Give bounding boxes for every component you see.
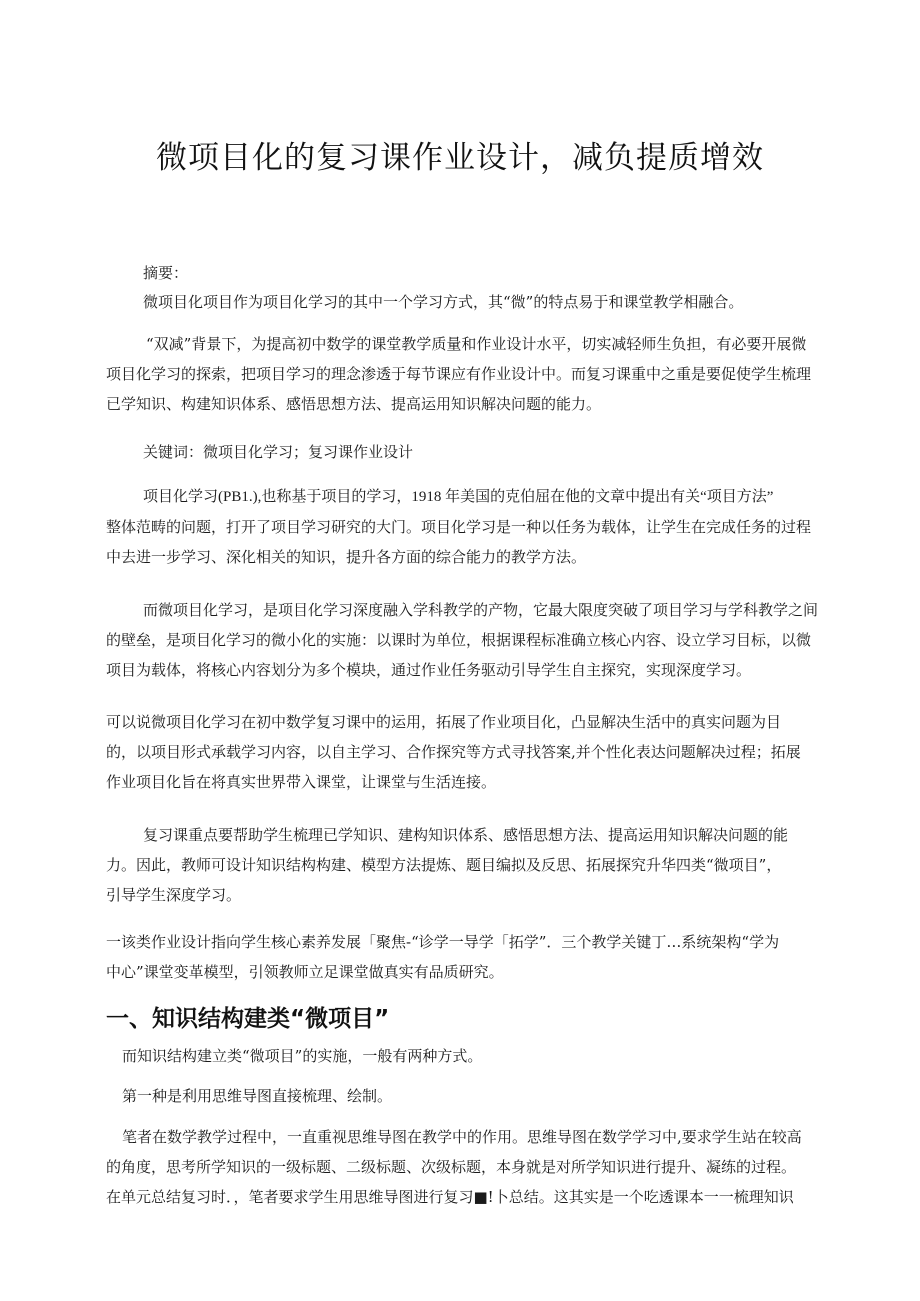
paragraph-line: 复习课重点要帮助学生梳理已学知识、建构知识体系、感悟思想方法、提高运用知识解决问题的能 (143, 826, 789, 844)
body-paragraph-application (106, 707, 826, 797)
body-paragraph-pbl (106, 482, 826, 572)
body-paragraph-review-focus (106, 820, 826, 910)
paragraph-line: 项目化学习的探索，把项目学习的理念渗透于每节课应有作业设计中。而复习课重中之重是要促使学生梳理 (106, 365, 812, 383)
paragraph-line: 笔者在数学教学过程中，一直重视思维导图在教学中的作用。思维导图在数学学习中,要求学生站在较高 (122, 1128, 802, 1146)
paragraph-line: 力。因此，教师可设计知识结构构建、模型方法提炼、题目编拟及反思、拓展探究升华四类“微项目”， (106, 856, 782, 874)
paragraph-line: 可以说微项目化学习在初中数学复习课中的运用，拓展了作业项目化，凸显解决生活中的真实问题为目 (106, 713, 782, 731)
paragraph-line: 的，以项目形式承载学习内容，以自主学习、合作探究等方式寻找答案,并个性化表达问题解决过程；拓展 (106, 743, 801, 761)
paragraph-line: 的壁垒，是项目化学习的微小化的实施：以课时为单位，根据课程标准确立核心内容、设立学习目标，以微 (106, 631, 812, 649)
section-paragraph-method-1: 第一种是利用思维导图直接梳理、绘制。 (122, 1087, 393, 1105)
paragraph-line: 引导学生深度学习。 (106, 886, 242, 904)
section-heading: 一、知识结构建类“微项目” (106, 1006, 390, 1032)
section-paragraph-intro: 而知识结构建立类“微项目”的实施，一般有两种方式。 (122, 1047, 483, 1065)
paragraph-line: 的角度，思考所学知识的一级标题、二级标题、次级标题，本身就是对所学知识进行提升、凝练的过程。 (106, 1158, 797, 1176)
section-paragraph-mind-map (106, 1122, 826, 1212)
paragraph-line: 已学知识、构建知识体系、感悟思想方法、提高运用知识解决问题的能力。 (106, 395, 602, 413)
abstract-paragraph-2 (106, 329, 826, 419)
paragraph-line: 项目化学习(PB1.),也称基于项目的学习，1918 年美国的克伯屈在他的文章中提出有关“项目方法” (143, 489, 774, 505)
paragraph-line: 在单元总结复习时．，笔者要求学生用思维导图进行复习■!卜总结。这其实是一个吃透课本一一梳理知识 (106, 1188, 794, 1206)
body-paragraph-design-goal (106, 927, 826, 987)
body-paragraph-micro-project (106, 595, 826, 685)
paragraph-line: 一该类作业设计指向学生核心素养发展「聚焦-“诊学一导学「拓学”．三个教学关键丁…系统架构“学为 (106, 933, 780, 951)
paragraph-line: 中去进一步学习、深化相关的知识，提升各方面的综合能力的教学方法。 (106, 548, 587, 566)
keywords-line: 关键词：微项目化学习；复习课作业设计 (143, 443, 414, 461)
paragraph-line: 项目为载体，将核心内容划分为多个模块，通过作业任务驱动引导学生自主探究，实现深度学习。 (106, 661, 752, 679)
abstract-paragraph-1: 微项目化项目作为项目化学习的其中一个学习方式，其“微”的特点易于和课堂教学相融合。 (143, 293, 744, 311)
abstract-label: 摘要： (143, 264, 189, 282)
document-title: 微项目化的复习课作业设计，减负提质增效 (156, 140, 764, 176)
paragraph-line: 整体范畴的问题，打开了项目学习研究的大门。项目化学习是一种以任务为载体，让学生在完成任务的过程 (106, 518, 812, 536)
paragraph-line: 中心”课堂变革模型，引领教师立足课堂做真实有品质研究。 (106, 963, 504, 981)
paragraph-line: “双减”背景下，为提高初中数学的课堂教学质量和作业设计水平，切实减轻师生负担，有必要开展微 (146, 335, 807, 353)
paragraph-line: 而微项目化学习，是项目化学习深度融入学科教学的产物，它最大限度突破了项目学习与学科教学之间 (143, 601, 819, 619)
paragraph-line: 作业项目化旨在将真实世界带入课堂，让课堂与生活连接。 (106, 773, 497, 791)
